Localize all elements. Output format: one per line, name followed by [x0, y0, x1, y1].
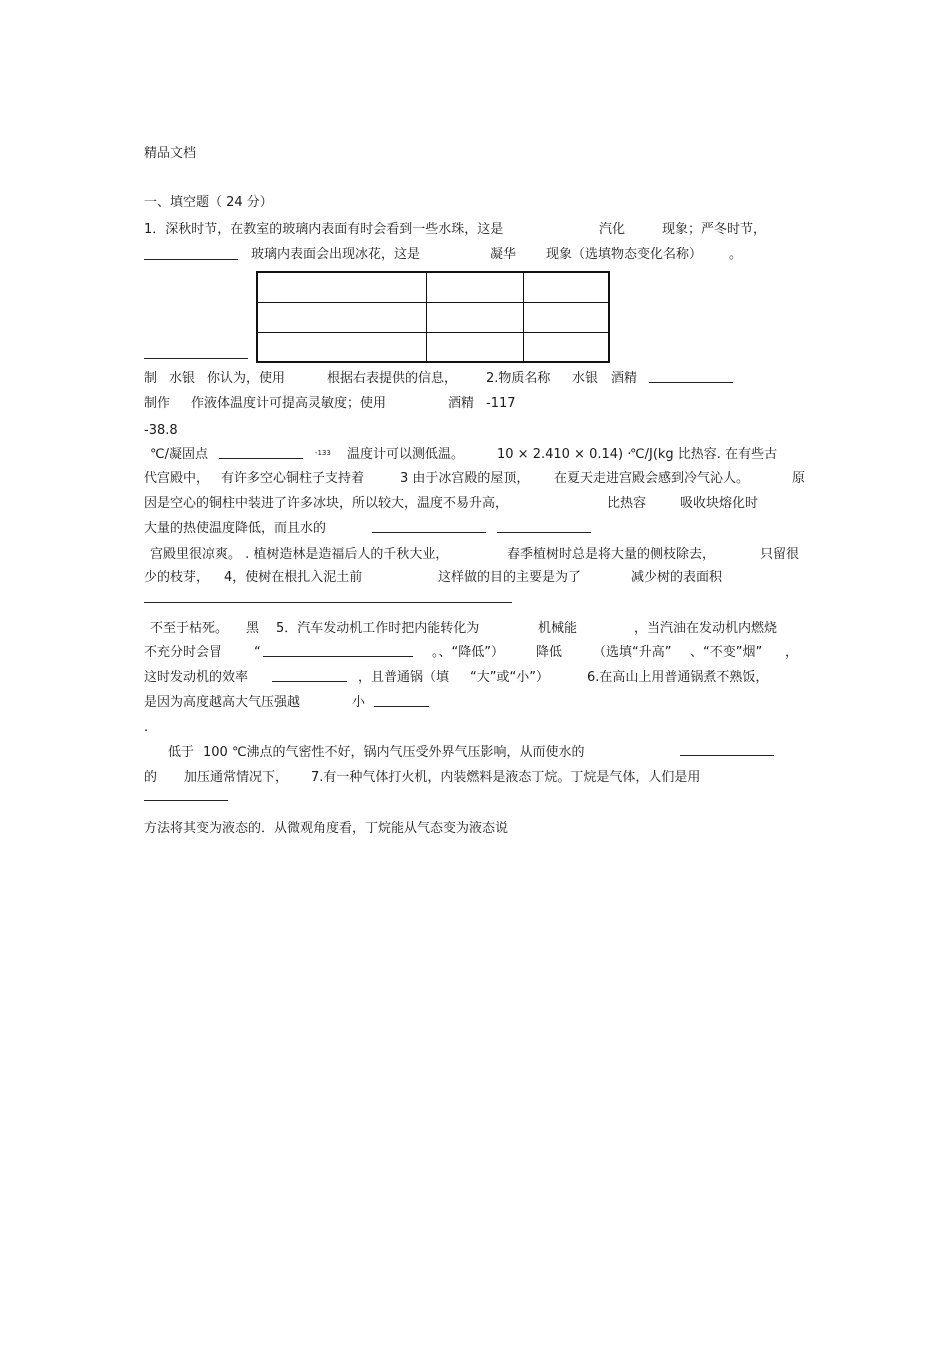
table-cell	[257, 332, 427, 362]
answer-blank[interactable]	[144, 259, 238, 260]
q3-text-5: 原	[792, 471, 806, 486]
table-cell	[524, 272, 610, 302]
q5-text-11: 、“不变”烟”	[690, 645, 763, 660]
q2-text-7: 酒精	[611, 371, 638, 386]
answer-blank[interactable]	[680, 755, 774, 756]
q3-text-2: 有许多空心铜柱子支持着	[221, 471, 365, 486]
q5-text-8: 。、“降低”）	[432, 645, 504, 660]
answer-blank[interactable]	[144, 602, 512, 603]
answer-blank[interactable]	[649, 382, 733, 383]
q3-text-3: 3 由于冰宫殿的屋顶，	[400, 471, 530, 486]
q7-text-2: 加压通常情况下，	[184, 770, 289, 785]
q5-text-1: 不至于枯死。	[150, 621, 229, 636]
q2-text-12: -38.8	[144, 423, 178, 438]
q2-text-13: ℃/凝固点	[150, 447, 208, 462]
answer-blank[interactable]	[219, 458, 303, 459]
answer-blank[interactable]	[144, 358, 248, 359]
table-cell	[257, 302, 427, 332]
q3-text-9: 大量的热使温度降低，而且水的	[144, 521, 327, 536]
q2-text-4: 根据右表提供的信息，	[327, 371, 458, 386]
q2-text-15: 温度计可以测低温。	[347, 447, 465, 462]
q2-text-10: 酒精	[448, 396, 475, 411]
q1-text: 1．深秋时节，在教室的玻璃内表面有时会看到一些水珠，这是	[144, 222, 504, 237]
q1-text-3: 玻璃内表面会出现冰花，这是	[251, 247, 421, 262]
q2-text-9: 作液体温度计可提高灵敏度；使用	[191, 396, 387, 411]
q5-text-2: 黑	[246, 621, 260, 636]
q2-text-17: ℃/J(kg 比热容. 在有些古	[630, 447, 778, 462]
q2-text-1: 制	[144, 371, 158, 386]
answer-blank[interactable]	[272, 681, 347, 682]
q5-text-4: 机械能	[538, 621, 578, 636]
q4-text-7: 减少树的表面积	[631, 570, 723, 585]
property-table	[256, 271, 610, 363]
table-cell	[257, 272, 427, 302]
q6-text-2: ，且普通锅（填	[358, 670, 450, 685]
q3-text-1: 代宫殿中，	[144, 471, 210, 486]
q6-text-4: 6.在高山上用普通锅煮不熟饭，	[587, 670, 769, 685]
q7-text-1: 的	[144, 770, 158, 785]
q2-text-5: 2.物质名称	[486, 371, 551, 386]
answer-blank[interactable]	[374, 706, 429, 707]
q6-text-1: 这时发动机的效率	[144, 670, 249, 685]
q4-text-3: 只留很	[760, 547, 800, 562]
q6-text-7: 低于	[168, 745, 195, 760]
q3-text-6: 因是空心的铜柱中装进了许多冰块，所以较大，温度不易升高，	[144, 496, 509, 511]
table-cell	[524, 302, 610, 332]
q5-text-7: “	[254, 645, 261, 660]
q4-text-4: 少的枝芽，	[144, 570, 210, 585]
q5-text-6: 不充分时会冒	[144, 645, 223, 660]
q5-text-5: ，当汽油在发动机内燃烧	[634, 621, 778, 636]
table-cell	[427, 272, 524, 302]
answer-blank[interactable]	[144, 800, 228, 801]
table-cell	[524, 332, 610, 362]
q7-text-3: 7.有一种气体打火机，内装燃料是液态丁烷。丁烷是气体，人们是用	[311, 770, 701, 785]
table-cell	[427, 332, 524, 362]
doc-label: 精品文档	[144, 146, 197, 161]
q4-text-2: 春季植树时总是将大量的侧枝除去，	[507, 547, 716, 562]
q6-text-5: 是因为高度越高大气压强越	[144, 695, 301, 710]
q2-text-16: 10 × 2.410 × 0.14) ·	[497, 447, 632, 462]
answer-blank[interactable]	[263, 656, 413, 657]
q5-text-10: （选填“升高”	[593, 645, 672, 660]
q6-text-6: 小	[352, 695, 366, 710]
table-cell	[427, 302, 524, 332]
q3-text-4: 在夏天走进宫殿会感到冷气沁人。	[554, 471, 750, 486]
answer-blank[interactable]	[372, 532, 486, 533]
q7-text-4: 方法将其变为液态的．从微观角度看，丁烷能从气态变为液态说	[144, 821, 509, 836]
q1-text-5: 。	[729, 247, 743, 262]
q1-answer-2: 凝华	[490, 247, 517, 262]
q4-text-5: 4，使树在根扎入泥土前	[224, 570, 363, 585]
q1-text-4: 现象（选填物态变化名称）	[546, 247, 703, 262]
q1-text-2: 现象；严冬时节，	[662, 222, 767, 237]
q2-text-6: 水银	[572, 371, 599, 386]
q1-answer-1: 汽化	[599, 222, 626, 237]
q2-text-2: 水银	[169, 371, 196, 386]
q2-text-11: -117	[486, 396, 516, 411]
q3-text-7: 比热容	[607, 496, 647, 511]
answer-blank[interactable]	[497, 532, 591, 533]
q6-text-8: 100 ℃沸点的气密性不好，锅内气压受外界气压影响，从而使水的	[203, 745, 585, 760]
q5-text-3: 5．汽车发动机工作时把内能转化为	[276, 621, 480, 636]
q2-text-3: 你认为，使用	[207, 371, 286, 386]
q4-text-6: 这样做的目的主要是为了	[438, 570, 582, 585]
q5-text-9: 降低	[536, 645, 563, 660]
q3-text-8: 吸收块熔化时	[680, 496, 759, 511]
section-title: 一、填空题（ 24 分）	[144, 195, 273, 210]
q2-text-14: -133	[315, 449, 331, 457]
stray-dot: .	[144, 720, 149, 735]
q2-text-8: 制作	[144, 396, 171, 411]
q5-text-12: ，	[785, 645, 799, 660]
q4-text-1: 宫殿里很凉爽。 . 植树造林是造福后人的千秋大业，	[150, 547, 449, 562]
q6-text-3: “大”或“小”）	[470, 670, 549, 685]
